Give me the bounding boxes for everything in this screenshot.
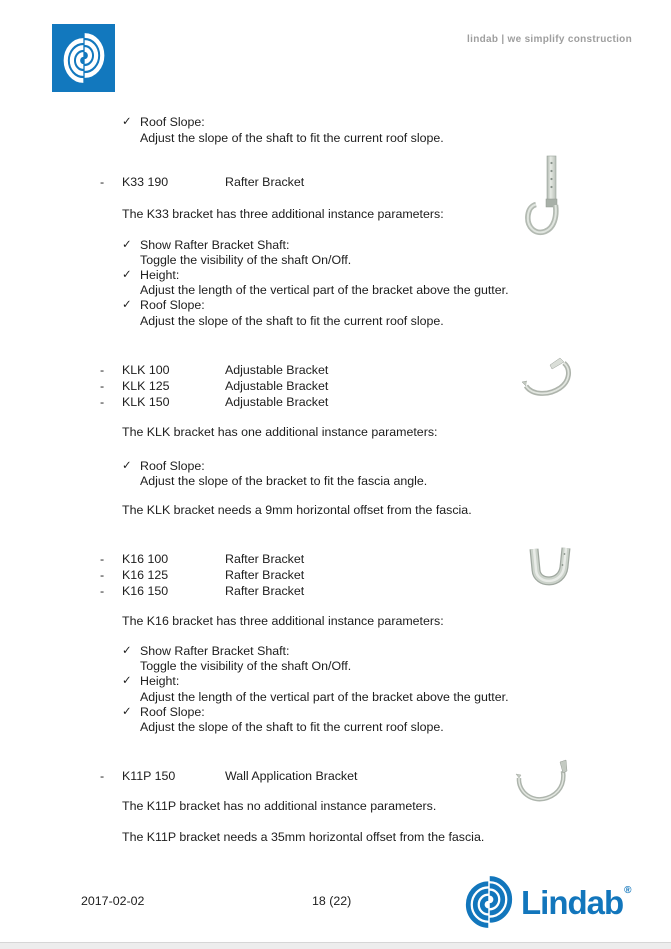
- header-logo: [52, 24, 115, 92]
- param-desc: Adjust the length of the vertical part of the bracket above the gutter.: [140, 690, 509, 704]
- bracket-type: Rafter Bracket: [225, 552, 305, 566]
- check-icon: ✓: [122, 239, 132, 251]
- param-label: Roof Slope:: [140, 115, 205, 129]
- bracket-code: K16 100: [122, 552, 169, 566]
- bracket-code: KLK 150: [122, 395, 170, 409]
- check-icon: ✓: [122, 299, 132, 311]
- param-desc: Adjust the slope of the shaft to fit the current roof slope.: [140, 314, 444, 328]
- list-dash: -: [100, 175, 105, 189]
- footer-brand-text: Lindab: [521, 884, 624, 921]
- k33-bracket-image: [524, 155, 568, 239]
- bracket-type: Wall Application Bracket: [225, 769, 358, 783]
- k11p-bracket-image: [514, 758, 572, 808]
- page-bottom-edge: [0, 942, 671, 949]
- bracket-type: Rafter Bracket: [225, 568, 305, 582]
- param-desc: Toggle the visibility of the shaft On/Off.: [140, 253, 352, 267]
- list-dash: -: [100, 769, 105, 783]
- bracket-code: K16 150: [122, 584, 169, 598]
- check-icon: ✓: [122, 706, 132, 718]
- list-dash: -: [100, 552, 105, 566]
- param-desc: Adjust the length of the vertical part of the bracket above the gutter.: [140, 283, 509, 297]
- section-intro: The K33 bracket has three additional instance parameters:: [122, 207, 444, 221]
- param-label: Roof Slope:: [140, 459, 205, 473]
- k16-bracket-image: [526, 546, 574, 596]
- param-label: Show Rafter Bracket Shaft:: [140, 238, 290, 252]
- param-desc: Toggle the visibility of the shaft On/Off.: [140, 659, 352, 673]
- param-label: Height:: [140, 674, 180, 688]
- check-icon: ✓: [122, 116, 132, 128]
- param-label: Roof Slope:: [140, 705, 205, 719]
- check-icon: ✓: [122, 675, 132, 687]
- list-dash: -: [100, 379, 105, 393]
- check-icon: ✓: [122, 460, 132, 472]
- bracket-code: K33 190: [122, 175, 169, 189]
- list-dash: -: [100, 584, 105, 598]
- footer-page-number: 18 (22): [312, 894, 352, 908]
- lindab-symbol-icon: [464, 876, 514, 928]
- bracket-type: Rafter Bracket: [225, 175, 305, 189]
- list-dash: -: [100, 568, 105, 582]
- bracket-code: KLK 100: [122, 363, 170, 377]
- param-desc: Adjust the slope of the shaft to fit the current roof slope.: [140, 131, 444, 145]
- header-tagline: lindab | we simplify construction: [467, 34, 632, 45]
- bracket-code: K11P 150: [122, 769, 176, 783]
- param-label: Roof Slope:: [140, 298, 205, 312]
- check-icon: ✓: [122, 645, 132, 657]
- bracket-type: Rafter Bracket: [225, 584, 305, 598]
- bracket-code: KLK 125: [122, 379, 170, 393]
- bracket-type: Adjustable Bracket: [225, 363, 329, 377]
- section-intro: The KLK bracket has one additional instance parameters:: [122, 425, 438, 439]
- k33-rafter-bracket-photo: [524, 155, 568, 244]
- k16-rafter-bracket-photo: [526, 546, 574, 601]
- section-paragraph: The K11P bracket needs a 35mm horizontal offset from the fascia.: [122, 830, 485, 844]
- klk-bracket-image: [518, 355, 574, 403]
- footer-date: 2017-02-02: [81, 894, 145, 908]
- param-desc: Adjust the slope of the bracket to fit the fascia angle.: [140, 474, 428, 488]
- k11p-wall-bracket-photo: [514, 758, 572, 813]
- param-label: Show Rafter Bracket Shaft:: [140, 644, 290, 658]
- bracket-code: K16 125: [122, 568, 169, 582]
- list-dash: -: [100, 363, 105, 377]
- registered-mark-icon: ®: [624, 885, 632, 896]
- bracket-type: Adjustable Bracket: [225, 395, 329, 409]
- check-icon: ✓: [122, 269, 132, 281]
- klk-adjustable-bracket-photo: [518, 355, 574, 408]
- list-dash: -: [100, 395, 105, 409]
- param-desc: Adjust the slope of the shaft to fit the current roof slope.: [140, 720, 444, 734]
- param-label: Height:: [140, 268, 180, 282]
- section-intro: The K16 bracket has three additional instance parameters:: [122, 614, 444, 628]
- section-paragraph: The K11P bracket has no additional instance parameters.: [122, 799, 437, 813]
- lindab-symbol-icon: [62, 33, 106, 83]
- bracket-type: Adjustable Bracket: [225, 379, 329, 393]
- section-note: The KLK bracket needs a 9mm horizontal offset from the fascia.: [122, 503, 472, 517]
- footer-logo: [464, 876, 632, 930]
